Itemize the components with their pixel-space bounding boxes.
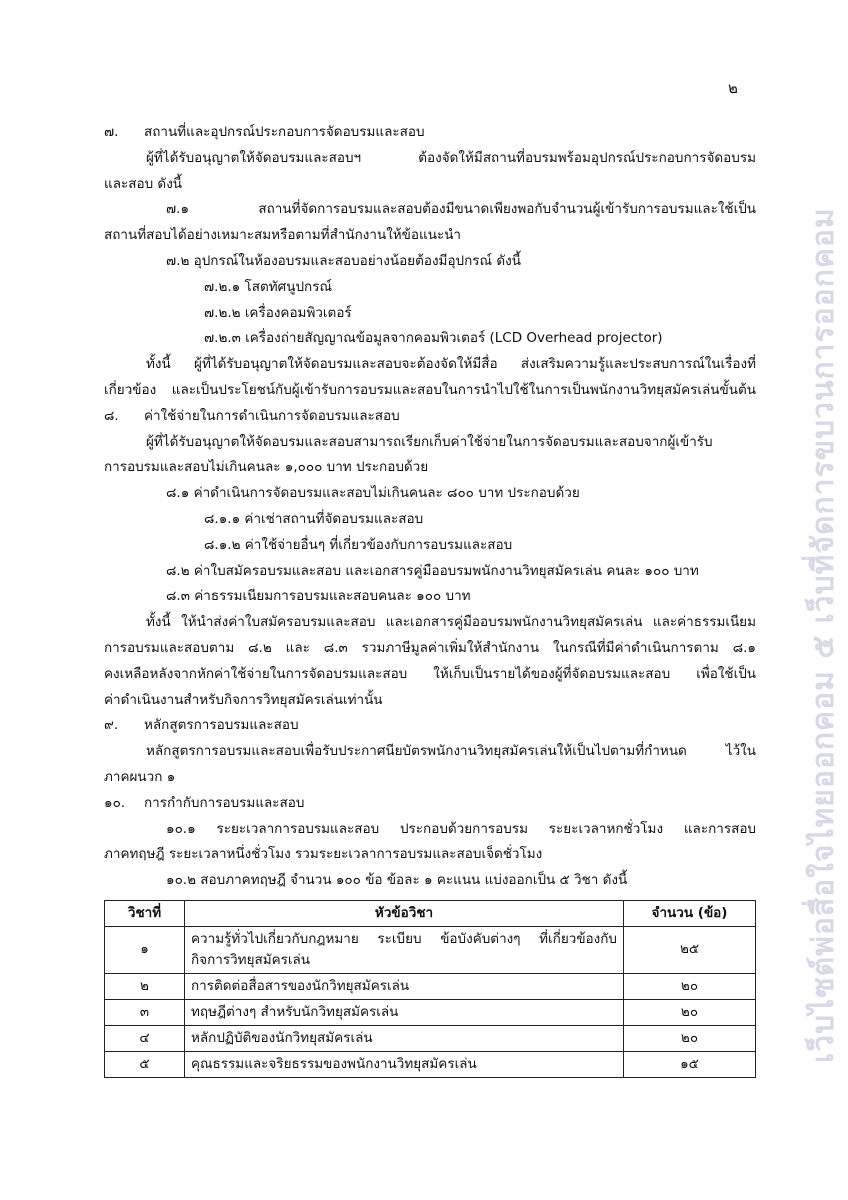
section-8-heading <box>104 404 756 430</box>
list-item: ๘.๑.๒ ค่าใช้จ่ายอื่นๆ ที่เกี่ยวข้องกับการอบรมและสอบ <box>204 536 513 553</box>
list-item: ๘.๒ ค่าใบสมัครอบรมและสอบ และเอกสารคู่มืออบรมพนักงานวิทยุสมัครเล่น คนละ ๑๐๐ บาท <box>166 562 699 579</box>
section-number: ๗. <box>104 124 119 140</box>
section-title: หลักสูตรการอบรมและสอบ <box>144 717 299 734</box>
section-title: สถานที่และอุปกรณ์ประกอบการจัดอบรมและสอบ <box>144 124 425 140</box>
exam-subject-table <box>104 900 756 1078</box>
list-item: ๗.๒ อุปกรณ์ในห้องอบรมและสอบอย่างน้อยต้องมีอุปกรณ์ ดังนี้ <box>166 252 521 269</box>
header-question-count: จำนวน (ข้อ) <box>624 900 756 926</box>
topic-line: ความรู้ทั่วไปเกี่ยวกับกฎหมาย ระเบียบ ข้อบังคับต่างๆ ที่เกี่ยวข้องกับ <box>191 930 617 947</box>
list-item: ๘.๑ ค่าดำเนินการจัดอบรมและสอบไม่เกินคนละ ๘๐๐ บาท ประกอบด้วย <box>166 485 580 502</box>
list-item: ๗.๒.๓ เครื่องถ่ายสัญญาณข้อมูลจากคอมพิวเตอร์ (LCD Overhead projector) <box>204 330 663 347</box>
section-10-heading <box>104 791 756 817</box>
question-count: ๑๕ <box>624 1051 756 1077</box>
list-item: ๑๐.๒ สอบภาคทฤษฎี จำนวน ๑๐๐ ข้อ ข้อละ ๑ คะแนน แบ่งออกเป็น ๕ วิชา ดังนี้ <box>166 872 628 889</box>
paragraph: สถานที่สอบได้อย่างเหมาะสมหรือตามที่สำนักงานให้ข้อแนะนำ <box>104 227 462 244</box>
paragraph: ๑๐.๑ ระยะเวลาการอบรมและสอบ ประกอบด้วยการอบรม ระยะเวลาหกชั่วโมง และการสอบ <box>166 820 756 837</box>
header-subject-no: วิชาที่ <box>105 900 185 926</box>
page-number: ๒ <box>728 79 738 97</box>
subject-no: ๒ <box>105 973 185 999</box>
section-number: ๘. <box>104 407 119 424</box>
table-row <box>105 1025 756 1051</box>
table-header-row <box>105 900 756 926</box>
subject-topic: การติดต่อสื่อสารของนักวิทยุสมัครเล่น <box>185 973 624 999</box>
watermark: เว็บไซต์พ่อ​สื่อ​ใจ​ไทย​ออกคอม ๕ เว็บที่จัดการขบวนการออกคอม <box>806 207 841 1063</box>
header-subject-topic: หัวข้อวิชา <box>185 900 624 926</box>
subject-topic <box>185 926 624 973</box>
list-item: ๗.๒.๒ เครื่องคอมพิวเตอร์ <box>204 304 352 321</box>
question-count: ๒๐ <box>624 999 756 1025</box>
table-row <box>105 926 756 973</box>
subject-topic: หลักปฏิบัติของนักวิทยุสมัครเล่น <box>185 1025 624 1051</box>
paragraph: ๗.๑ สถานที่จัดการอบรมและสอบต้องมีขนาดเพียงพอกับจำนวนผู้เข้ารับการอบรมและใช้เป็น <box>166 201 756 218</box>
paragraph: ทั้งนี้ ให้นำส่งค่าใบสมัครอบรมและสอบ และเอกสารคู่มืออบรมพนักงานวิทยุสมัครเล่น และค่าธรรมเนียม <box>146 614 756 631</box>
subject-no: ๔ <box>105 1025 185 1051</box>
paragraph: การอบรมและสอบตาม ๘.๒ และ ๘.๓ รวมภาษีมูลค่าเพิ่มให้สำนักงาน ในกรณีที่มีค่าดำเนินการตาม ๘.๑ <box>104 639 756 656</box>
section-title: ค่าใช้จ่ายในการดำเนินการจัดอบรมและสอบ <box>144 407 400 424</box>
question-count: ๒๐ <box>624 973 756 999</box>
section-number: ๙. <box>104 717 119 734</box>
subject-topic: ทฤษฎีต่างๆ สำหรับนักวิทยุสมัครเล่น <box>185 999 624 1025</box>
table-row <box>105 999 756 1025</box>
question-count: ๒๐ <box>624 1025 756 1051</box>
subject-topic: คุณธรรมและจริยธรรมของพนักงานวิทยุสมัครเล่น <box>185 1051 624 1077</box>
subject-no: ๓ <box>105 999 185 1025</box>
document-body <box>104 120 756 1078</box>
paragraph: เกี่ยวข้อง และเป็นประโยชน์กับผู้เข้ารับการอบรมและสอบในการนำไปใช้ในการเป็นพนักงานวิทยุสมัครเล่นขั้นต้น <box>104 381 756 398</box>
table-row <box>105 1051 756 1077</box>
paragraph: ภาคผนวก ๑ <box>104 768 176 785</box>
subject-no: ๕ <box>105 1051 185 1077</box>
question-count: ๒๕ <box>624 926 756 973</box>
paragraph: การอบรมและสอบไม่เกินคนละ ๑,๐๐๐ บาท ประกอบด้วย <box>104 459 429 476</box>
list-item: ๘.๓ ค่าธรรมเนียมการอบรมและสอบคนละ ๑๐๐ บาท <box>166 588 471 605</box>
paragraph: และสอบ ดังนี้ <box>104 175 183 192</box>
section-9-heading <box>104 713 756 739</box>
section-number: ๑๐. <box>104 794 126 811</box>
paragraph: ค่าดำเนินงานสำหรับกิจการวิทยุสมัครเล่นเท่านั้น <box>104 691 383 708</box>
list-item: ๗.๒.๑ โสตทัศนูปกรณ์ <box>204 278 332 295</box>
paragraph: ทั้งนี้ ผู้ที่ได้รับอนุญาตให้จัดอบรมและสอบจะต้องจัดให้มีสื่อ ส่งเสริมความรู้และประสบการณ์ในเรื่องที่ <box>146 356 756 373</box>
paragraph: คงเหลือหลังจากหักค่าใช้จ่ายในการจัดอบรมและสอบ ให้เก็บเป็นรายได้ของผู้ที่จัดอบรมและสอบ เพื่อใช้เป็น <box>104 665 756 682</box>
section-7-heading <box>104 120 756 146</box>
subject-no: ๑ <box>105 926 185 973</box>
paragraph: หลักสูตรการอบรมและสอบเพื่อรับประกาศนียบัตรพนักงานวิทยุสมัครเล่นให้เป็นไปตามที่กำหนด ไว้ใน <box>146 743 756 760</box>
paragraph: ภาคทฤษฎี ระยะเวลาหนึ่งชั่วโมง รวมระยะเวลาการอบรมและสอบเจ็ดชั่วโมง <box>104 846 543 863</box>
paragraph: ผู้ที่ได้รับอนุญาตให้จัดอบรมและสอบสามารถเรียกเก็บค่าใช้จ่ายในการจัดอบรมและสอบจากผู้เข้ารับ <box>146 433 713 450</box>
table-row <box>105 973 756 999</box>
paragraph: ผู้ที่ได้รับอนุญาตให้จัดอบรมและสอบฯ ต้องจัดให้มีสถานที่อบรมพร้อมอุปกรณ์ประกอบการจัดอบรม <box>146 149 756 166</box>
list-item: ๘.๑.๑ ค่าเช่าสถานที่จัดอบรมและสอบ <box>204 510 424 527</box>
topic-line: กิจการวิทยุสมัครเล่น <box>191 951 311 968</box>
section-title: การกำกับการอบรมและสอบ <box>144 794 305 811</box>
